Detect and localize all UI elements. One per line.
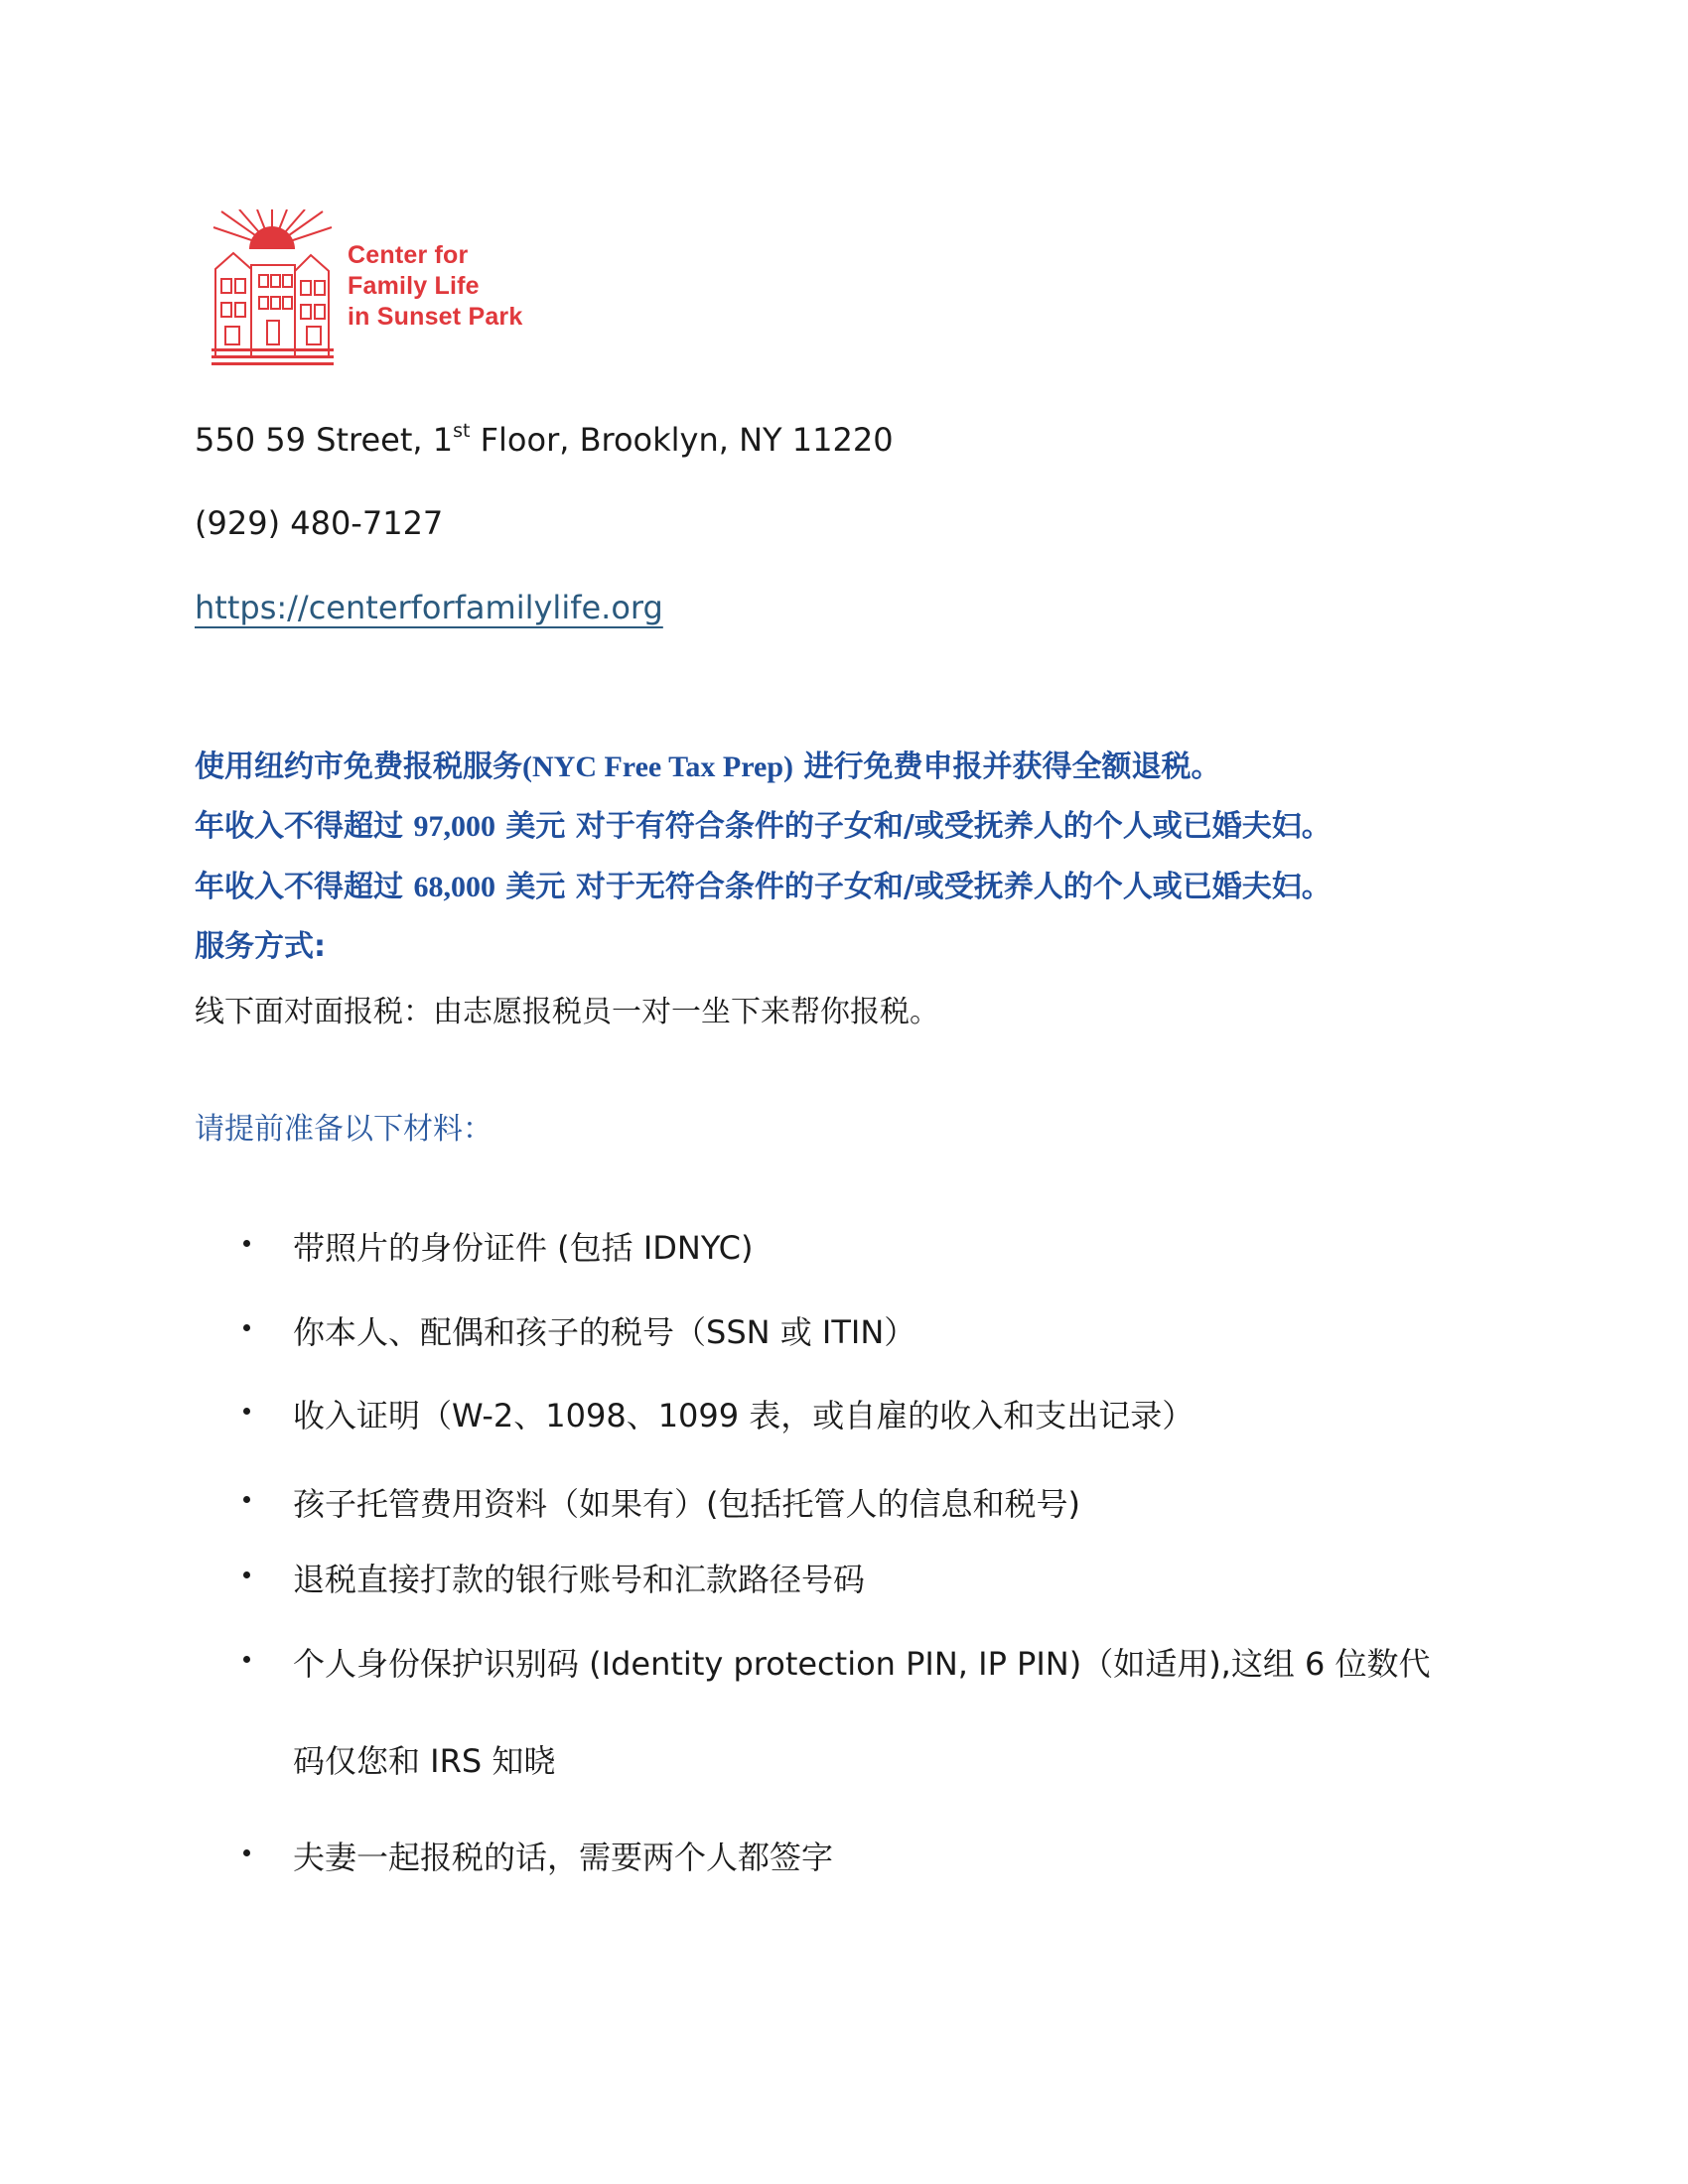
service-method-text: 线下面对面报税：由志愿报税员一对一坐下来帮你报税。: [195, 995, 939, 1029]
list-item-text: 孩子托管费用资料（如果有）(包括托管人的信息和税号): [293, 1485, 1080, 1523]
address-part-2: Floor, Brooklyn, NY 11220: [470, 421, 894, 459]
bullet-icon: [243, 1496, 250, 1503]
list-item-continuation: 码仅您和 IRS 知晓: [293, 1742, 556, 1780]
address: [195, 421, 894, 459]
headline-2-text-a: 年收入不得超过: [195, 809, 414, 844]
phone-number: (929) 480-7127: [195, 504, 444, 542]
headline-1-text-a: 使用纽约市免费报税服务: [195, 750, 522, 784]
list-item-text: 个人身份保护识别码 (Identity protection PIN, IP PIN)（如适用),这组 6 位数代: [293, 1645, 1431, 1683]
headline-3-text-a: 年收入不得超过: [195, 870, 414, 904]
list-item-text: 你本人、配偶和孩子的税号（SSN 或 ITIN）: [293, 1313, 916, 1351]
bullet-icon: [243, 1849, 250, 1856]
list-item-text: 退税直接打款的银行账号和汇款路径号码: [293, 1561, 866, 1598]
logo-wordmark: [348, 240, 522, 333]
list-item-text: 夫妻一起报税的话，需要两个人都签字: [293, 1839, 834, 1876]
headline-2-text-c: 美元 对于有符合条件的子女和/或受抚养人的个人或已婚夫妇。: [494, 809, 1332, 844]
headline-line-1: [195, 749, 1220, 786]
bullet-icon: [243, 1408, 250, 1415]
headline-line-2: [195, 808, 1332, 846]
list-item-text: 收入证明（W-2、1098、1099 表，或自雇的收入和支出记录）: [293, 1397, 1195, 1434]
logo-line-2: Family Life: [348, 272, 480, 300]
logo-line-1: Center for: [348, 241, 469, 269]
logo-line-3: in Sunset Park: [348, 303, 523, 331]
organization-logo: [209, 206, 526, 370]
bullet-icon: [243, 1571, 250, 1578]
website-link[interactable]: https://centerforfamilylife.org: [195, 589, 663, 626]
income-limit-without-children: 68,000: [413, 871, 495, 903]
headline-1-text-c: 进行免费申报并获得全额退税。: [793, 750, 1221, 784]
bullet-icon: [243, 1240, 250, 1247]
income-limit-with-children: 97,000: [413, 810, 495, 843]
address-part-1: 550 59 Street, 1: [195, 421, 454, 459]
address-ordinal-suffix: st: [453, 420, 471, 443]
bullet-icon: [243, 1656, 250, 1663]
service-method-label: 服务方式:: [195, 929, 326, 964]
headline-3-text-c: 美元 对于无符合条件的子女和/或受抚养人的个人或已婚夫妇。: [494, 870, 1332, 904]
list-item-text: 带照片的身份证件 (包括 IDNYC): [293, 1229, 754, 1267]
headline-line-3: [195, 869, 1332, 906]
sunset-houses-logo-icon: [211, 209, 334, 368]
headline-1-program-name: (NYC Free Tax Prep): [522, 751, 794, 783]
prepare-materials-heading: 请提前准备以下材料：: [195, 1112, 492, 1147]
bullet-icon: [243, 1324, 250, 1331]
